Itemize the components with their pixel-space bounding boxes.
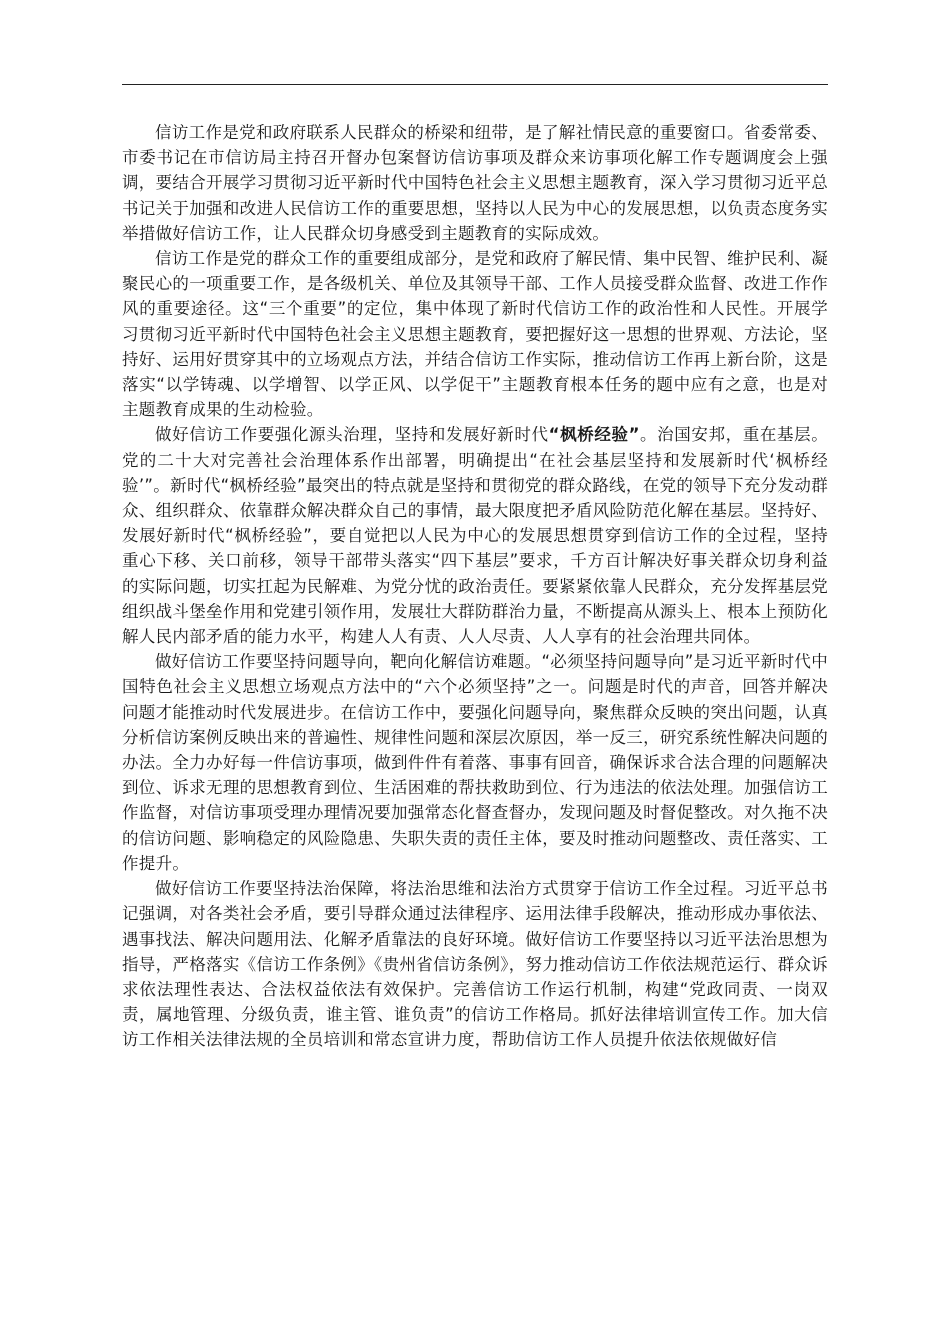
paragraph-4: 做好信访工作要坚持问题导向，靶向化解信访难题。“必须坚持问题导向”是习近平新时代中国特色社会主义思想立场观点方法中的“六个必须坚持”之一。问题是时代的声音，回答并解决问题才能推动时代发展进步。在信访工作中，要强化问题导向，聚焦群众反映的突出问题，认真分析信访案例反映出来的普遍性、规律性问题和深层次原因，举一反三，研究系统性解决问题的办法。全力办好每一件信访事项，做到件件有着落、事事有回音，确保诉求合法合理的问题解决到位、诉求无理的思想教育到位、生活困难的帮扶救助到位、行为违法的依法处理。加强信访工作监督，对信访事项受理办理情况要加强常态化督查督办，发现问题及时督促整改。对久拖不决的信访问题、影响稳定的风险隐患、失职失责的责任主体，要及时推动问题整改、责任落实、工作提升。 — [122, 652, 828, 873]
paragraph-3-rest: 。治国安邦，重在基层。党的二十大对完善社会治理体系作出部署，明确提出“在社会基层坚持和发展新时代‘枫桥经验’”。新时代“枫桥经验”最突出的特点就是坚持和贯彻党的群众路线，在党的领导下充分发动群众、组织群众、依靠群众解决群众自己的事情，最大限度把矛盾风险防范化解在基层。坚持好、发展好新时代“枫桥经验”，要自觉把以人民为中心的发展思想贯穿到信访工作的全过程，坚持重心下移、关口前移，领导干部带头落实“四下基层”要求，千方百计解决好事关群众切身利益的实际问题，切实扛起为民解难、为党分忧的政治责任。要紧紧依靠人民群众，充分发挥基层党组织战斗堡垒作用和党建引领作用，发展壮大群防群治力量，不断提高从源头上、根本上预防化解人民内部矛盾的能力水平，构建人人有责、人人尽责、人人享有的社会治理共同体。 — [122, 425, 828, 647]
paragraph-5: 做好信访工作要坚持法治保障，将法治思维和法治方式贯穿于信访工作全过程。习近平总书记强调，对各类社会矛盾，要引导群众通过法律程序、运用法律手段解决，推动形成办事依法、遇事找法、解决问题用法、化解矛盾靠法的良好环境。做好信访工作要坚持以习近平法治思想为指导，严格落实《信访工作条例》《贵州省信访条例》，努力推动信访工作依法规范运行、群众诉求依法理性表达、合法权益依法有效保护。完善信访工作运行机制，构建“党政同责、一岗双责，属地管理、分级负责，谁主管、谁负责”的信访工作格局。抓好法律培训宣传工作。加大信访工作相关法律法规的全员培训和常态宣讲力度，帮助信访工作人员提升依法依规做好信 — [122, 879, 828, 1050]
header-rule — [122, 84, 828, 85]
paragraph-3-emphasis: “枫桥经验” — [548, 425, 640, 445]
paragraph-3-lead: 做好信访工作要强化源头治理，坚持和发展好新时代 — [155, 425, 549, 445]
paragraph-2: 信访工作是党的群众工作的重要组成部分，是党和政府了解民情、集中民智、维护民利、凝聚民心的一项重要工作，是各级机关、单位及其领导干部、工作人员接受群众监督、改进工作作风的重要途径。这“三个重要”的定位，集中体现了新时代信访工作的政治性和人民性。开展学习贯彻习近平新时代中国特色社会主义思想主题教育，要把握好这一思想的世界观、方法论，坚持好、运用好贯穿其中的立场观点方法，并结合信访工作实际，推动信访工作再上新台阶，这是落实“以学铸魂、以学增智、以学正风、以学促干”主题教育根本任务的题中应有之意，也是对主题教育成果的生动检验。 — [122, 249, 828, 420]
paragraph-1: 信访工作是党和政府联系人民群众的桥梁和纽带，是了解社情民意的重要窗口。省委常委、市委书记在市信访局主持召开督办包案督访信访事项及群众来访事项化解工作专题调度会上强调，要结合开展学习贯彻习近平新时代中国特色社会主义思想主题教育，深入学习贯彻习近平总书记关于加强和改进人民信访工作的重要思想，坚持以人民为中心的发展思想，以负责态度务实举措做好信访工作，让人民群众切身感受到主题教育的实际成效。 — [122, 123, 828, 243]
article-body — [122, 120, 828, 1053]
paragraph-3 — [122, 422, 828, 649]
